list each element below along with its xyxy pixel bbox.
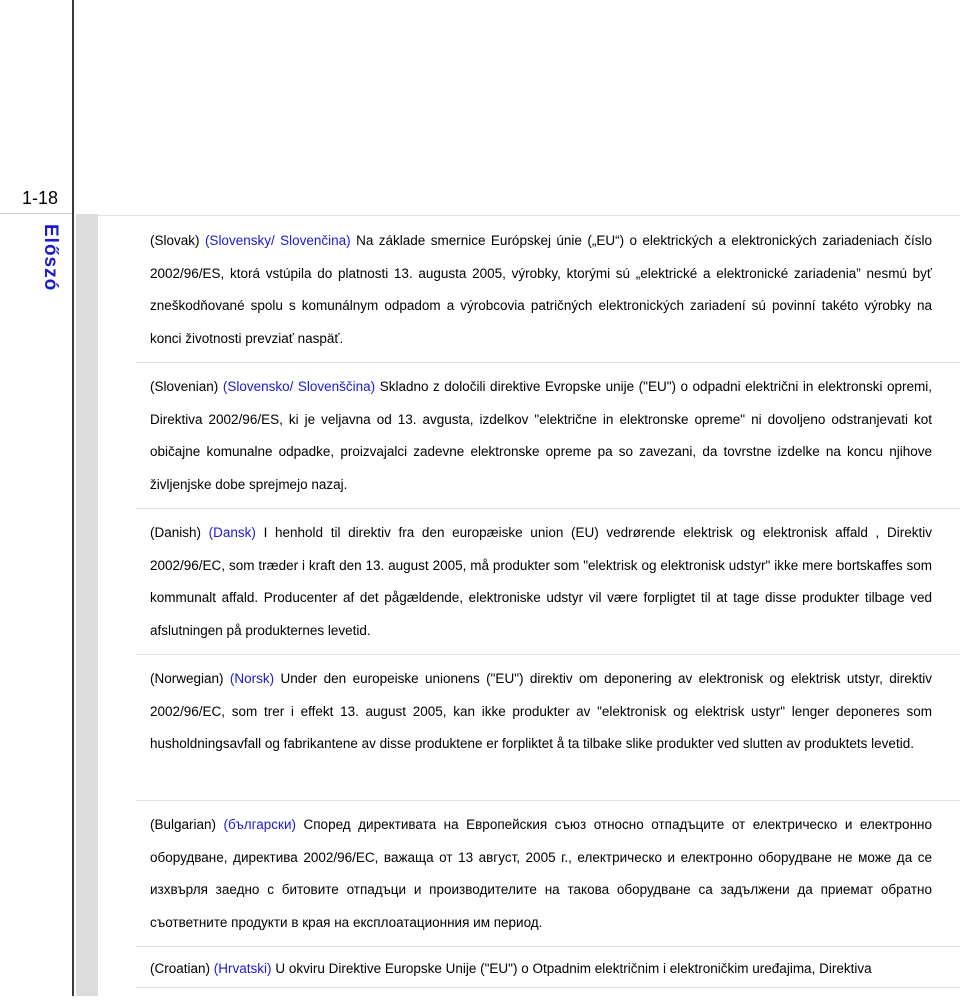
language-name: (Croatian): [150, 961, 211, 976]
language-name: (Bulgarian): [150, 817, 217, 832]
section-danish: [150, 517, 932, 647]
paragraph-text: Na základe smernice Európskej únie („EU“) o elektrických a elektronických zariadeniach číslo 2002/96/ES, ktorá vstúpila do platnosti 13. augusta 2005, výrobky, ktorými sú „elektrické a elektronické zariadenia” nesmú byť zneškodňované spolu s komunálnym odpadom a výrobcovia patričných elektronických zariadení sú povinní takéto výrobky na konci životnosti prevziať naspäť.: [150, 233, 932, 346]
paragraph-text: U okviru Direktive Europske Unije ("EU") o Otpadnim električnim i elektroničkim uređajima, Direktiva: [275, 961, 872, 976]
page-number: 1-18: [22, 188, 59, 208]
paragraph-text: Според директивата на Европейския съюз относно отпадъците от електрическо и електронно оборудване, директива 2002/96/EC, важаща от 13 август, 2005 г., електрическо и електронно оборудване не може да се изхвърля заедно с битовите отпадъци и производителите на такова оборудване са задължени да приемат обратно съответните продукти в края на експлоатационния им период.: [150, 817, 932, 930]
section-divider: [136, 800, 960, 801]
language-native-name: (Hrvatski): [213, 961, 272, 976]
margin-vertical-line: [72, 0, 74, 996]
language-name: (Slovak): [150, 233, 200, 248]
page-number-rule: [0, 213, 72, 214]
section-slovak: [150, 225, 932, 355]
language-native-name: (Slovensko/ Slovenščina): [222, 379, 376, 394]
section-bulgarian: [150, 809, 932, 939]
language-name: (Danish): [150, 525, 202, 540]
paragraph: [150, 371, 932, 501]
paragraph-text: Skladno z določili direktive Evropske unije ("EU") o odpadni električni in elektronski opremi, Direktiva 2002/96/ES, ki je veljavna od 13. avgusta, izdelkov "električne in elektronske opreme" ni dovoljeno odstranjevati kot običajne komunalne odpadke, proizvajalci zadevne elektronske opreme pa so zavezani, da tovrstne izdelke na koncu njihove življenjske dobe sprejmejo nazaj.: [150, 379, 932, 492]
paragraph: [150, 225, 932, 355]
margin-gray-band: [76, 214, 98, 996]
section-divider: [136, 946, 960, 947]
section-side-title: Előszó: [40, 224, 61, 292]
paragraph: [150, 517, 932, 647]
section-divider: [136, 987, 960, 988]
language-native-name: (Dansk): [208, 525, 256, 540]
section-divider: [136, 362, 960, 363]
language-name: (Norwegian): [150, 671, 224, 686]
section-slovenian: [150, 371, 932, 501]
paragraph-text: I henhold til direktiv fra den europæiske union (EU) vedrørende elektrisk og elektronisk affald , Direktiv 2002/96/EC, som træder i kraft den 13. august 2005, må produkter som "elektrisk og elektronisk udstyr" ikke mere bortskaffes som kommunalt affald. Producenter af det pågældende, elektroniske udstyr vil være forpligtet til at tage disse produkter tilbage ved afslutningen på produkternes levetid.: [150, 525, 932, 638]
language-native-name: (Norsk): [229, 671, 275, 686]
paragraph: [150, 953, 932, 986]
paragraph: [150, 809, 932, 939]
paragraph-text: Under den europeiske unionens ("EU") direktiv om deponering av elektronisk og elektrisk utstyr, direktiv 2002/96/EC, som trer i effekt 13. august 2005, kan ikke produkter av "elektronisk og elektrisk ustyr" lenger deponeres som husholdningsavfall og fabrikantene av disse produktene er forpliktet å ta tilbake slike produkter ved slutten av produktets levetid.: [150, 671, 932, 751]
top-divider: [98, 215, 960, 216]
paragraph: [150, 663, 932, 761]
section-divider: [136, 654, 960, 655]
language-name: (Slovenian): [150, 379, 219, 394]
section-divider: [136, 508, 960, 509]
section-norwegian: [150, 663, 932, 761]
section-croatian: [150, 953, 932, 986]
language-native-name: (Slovensky/ Slovenčina): [204, 233, 351, 248]
language-native-name: (български): [223, 817, 296, 832]
